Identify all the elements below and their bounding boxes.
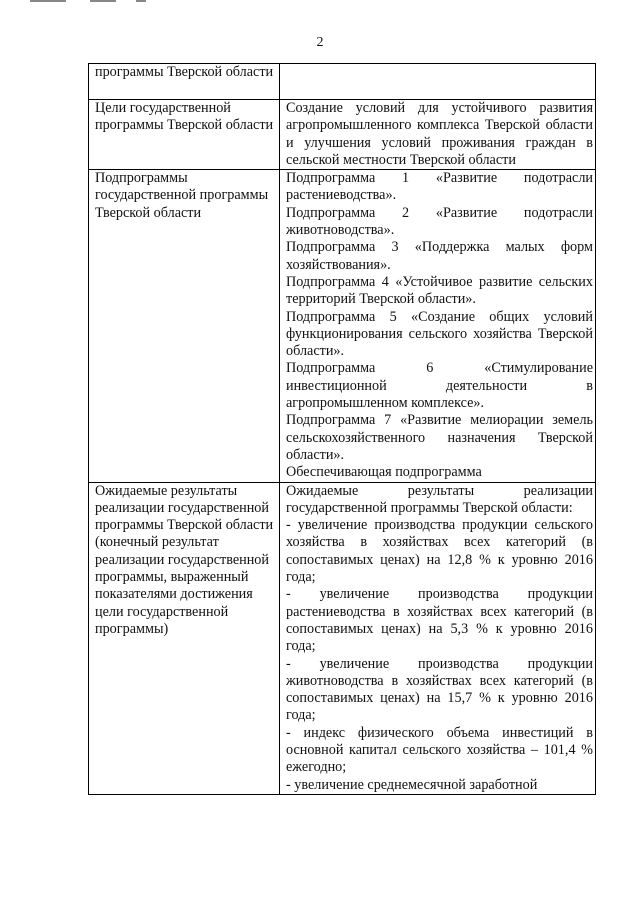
row-value — [280, 100, 596, 170]
result-item: - увеличение производства продукции сельского хозяйства в хозяйствах всех категорий (в сопоставимых ценах) на 12,8 % к уровню 2016 года; — [286, 517, 593, 586]
result-item: - индекс физического объема инвестиций в основной капитал сельского хозяйства – 101,4 % ежегодно; — [286, 724, 593, 776]
result-item: Ожидаемые результаты реализации государственной программы Тверской области: — [286, 482, 593, 516]
subprogram-item: Обеспечивающая подпрограмма — [286, 464, 482, 481]
table-row — [89, 64, 596, 100]
row-value — [280, 482, 596, 794]
table-row — [89, 100, 596, 170]
result-item: - увеличение производства продукции животноводства в хозяйствах всех категорий (в сопоставимых ценах) на 15,7 % к уровню 2016 года; — [286, 655, 593, 724]
program-passport-table — [88, 63, 596, 795]
table-row — [89, 482, 596, 794]
goal-text: Создание условий для устойчивого развития агропромышленного комплекса Тверской области и улучшения условий проживания граждан в сельской местности Тверской области — [286, 100, 593, 168]
subprogram-item: Подпрограмма 2 «Развитие подотрасли животноводства». — [286, 204, 593, 239]
page-number: 2 — [316, 35, 324, 50]
table-row — [89, 170, 596, 482]
row-label: Подпрограммы государственной программы Тверской области — [89, 170, 280, 482]
subprogram-item: Подпрограмма 1 «Развитие подотрасли растениеводства». — [286, 170, 593, 204]
row-label: Цели государственной программы Тверской области — [89, 100, 280, 170]
subprogram-item: Подпрограмма 6 «Стимулирование инвестиционной деятельности в агропромышленном комплексе». — [286, 360, 593, 412]
subprogram-item: Подпрограмма 4 «Устойчивое развитие сельских территорий Тверской области». — [286, 273, 593, 308]
result-item: - увеличение среднемесячной заработной — [286, 776, 538, 793]
row-value — [280, 170, 596, 482]
result-item: - увеличение производства продукции растениеводства в хозяйствах всех категорий (в сопоставимых ценах) на 5,3 % к уровню 2016 года; — [286, 586, 593, 655]
row-label: Ожидаемые результаты реализации государственной программы Тверской области (конечный результат реализации государственной программы, выраженный показателями достижения цели государственной программы) — [89, 482, 280, 794]
row-label: программы Тверской области — [89, 64, 280, 100]
subprogram-item: Подпрограмма 3 «Поддержка малых форм хозяйствования». — [286, 239, 593, 273]
row-value-empty — [280, 64, 596, 100]
subprogram-item: Подпрограмма 7 «Развитие мелиорации земель сельскохозяйственного назначения Тверской области». — [286, 412, 593, 463]
subprogram-item: Подпрограмма 5 «Создание общих условий функционирования сельского хозяйства Тверской области». — [286, 308, 593, 360]
